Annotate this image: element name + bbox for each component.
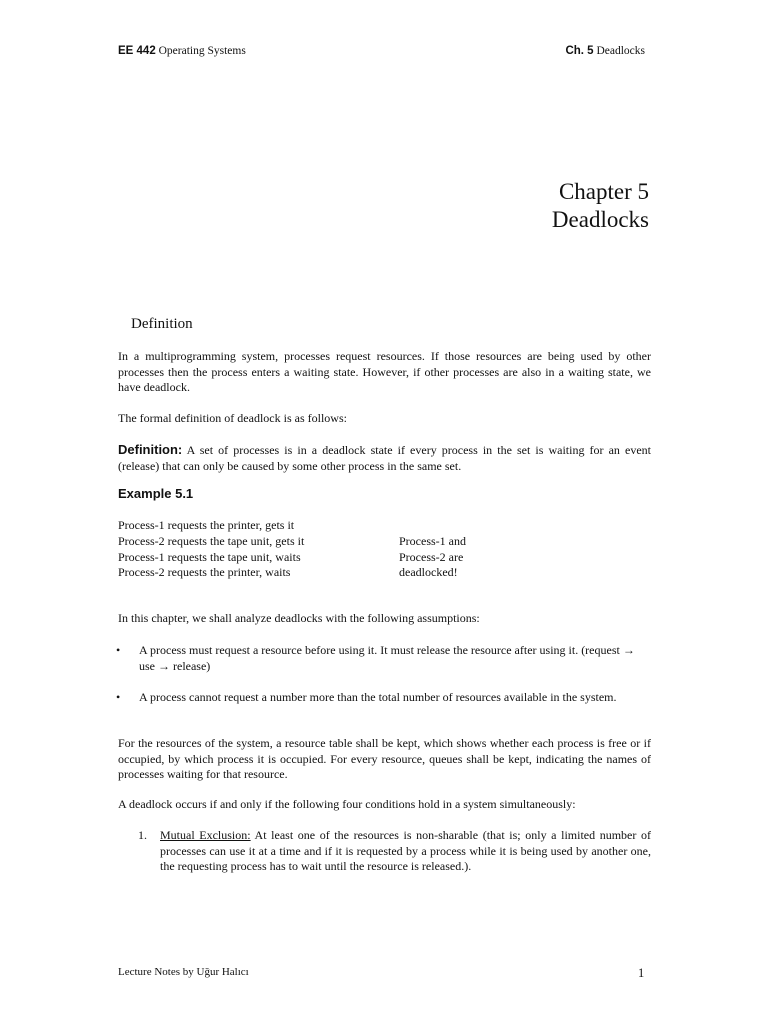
bullet-icon: • [116, 643, 121, 657]
assumptions-paragraph: In this chapter, we shall analyze deadlocks with the following assumptions: [118, 611, 480, 625]
header-course [118, 45, 246, 57]
example-note-line: Process-2 are [399, 550, 464, 564]
condition-text: At least one of the resources is non-sharable (that is; only a limited number of processes can use it at a time and if it is requested by a process while it is being used by another one, the requesting process has to wait until the resource is released.). [160, 828, 651, 873]
bullet-item: A process cannot request a number more than the total number of resources available in the system. [139, 690, 617, 704]
example-line: Process-2 requests the tape unit, gets it [118, 534, 305, 548]
header-chapter-number: Ch. 5 [565, 45, 594, 57]
bullet-item: A process must request a resource before using it. It must release the resource after using it. (request → use → release) [139, 643, 635, 673]
footer-author: Lecture Notes by Uğur Halıcı [118, 966, 249, 978]
chapter-name: Deadlocks [551, 207, 649, 232]
example-note-line: deadlocked! [399, 565, 458, 579]
example-title: Example 5.1 [118, 486, 194, 501]
header-course-name: Operating Systems [155, 45, 246, 57]
header-chapter-name: Deadlocks [593, 45, 645, 57]
header-course-code: EE 442 [118, 45, 156, 57]
intro-paragraph: In a multiprogramming system, processes request resources. If those resources are being used by other processes then the process enters a waiting state. However, if other processes are also in a waiting state, we have deadlock. [118, 349, 651, 394]
example-line: Process-1 requests the tape unit, waits [118, 550, 301, 564]
chapter-number: Chapter 5 [558, 179, 649, 204]
formal-paragraph: The formal definition of deadlock is as follows: [118, 411, 347, 425]
resources-paragraph: For the resources of the system, a resource table shall be kept, which shows whether each process is free or if occupied, by which process it is occupied. For every resource, queues shall be kept, indicating the names of processes waiting for that resource. [118, 736, 651, 781]
definition-label: Definition: [118, 442, 183, 457]
definition-paragraph [118, 442, 651, 474]
section-title: Definition [131, 316, 193, 332]
example-line: Process-1 requests the printer, gets it [118, 518, 295, 532]
bullet-icon: • [116, 690, 121, 704]
list-number: 1. [138, 828, 147, 842]
header-chapter [565, 45, 645, 57]
condition-term: Mutual Exclusion: [160, 828, 251, 842]
page-number: 1 [638, 966, 645, 980]
chapter-title [552, 178, 649, 234]
numbered-item [160, 828, 651, 875]
definition-text: A set of processes is in a deadlock state if every process in the set is waiting for an event (release) that can only be caused by some other process in the same set. [118, 443, 651, 473]
example-line: Process-2 requests the printer, waits [118, 565, 291, 579]
conditions-paragraph: A deadlock occurs if and only if the following four conditions hold in a system simultaneously: [118, 797, 576, 811]
example-note-line: Process-1 and [399, 534, 466, 548]
